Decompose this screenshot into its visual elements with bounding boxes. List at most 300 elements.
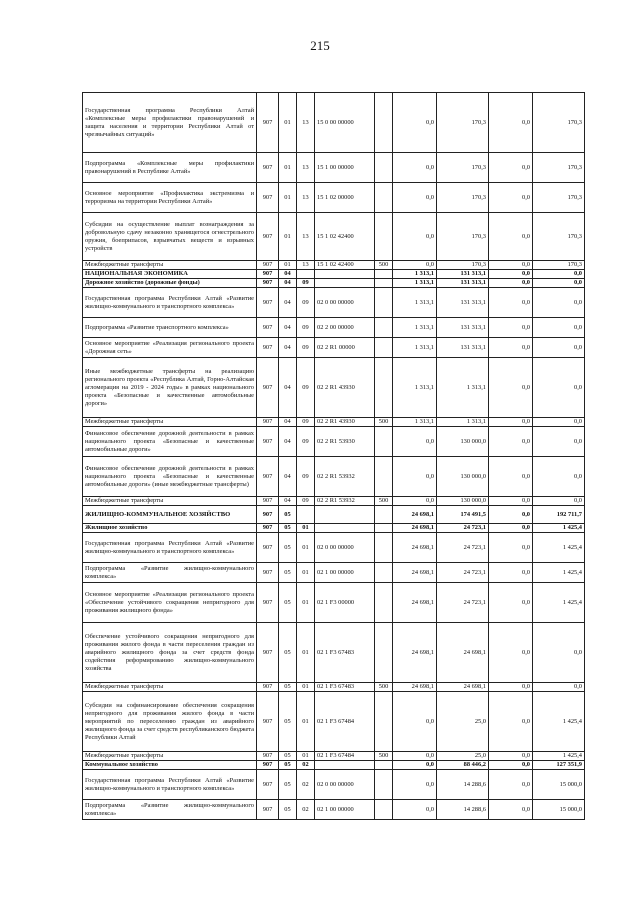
row-vr: 500	[375, 261, 393, 270]
row-value-3: 0,0	[489, 288, 533, 318]
row-value-4: 170,3	[533, 183, 585, 213]
row-target: 02 1 F3 67483	[315, 683, 375, 692]
row-value-1: 0,0	[393, 213, 437, 261]
row-value-3: 0,0	[489, 583, 533, 623]
table-row	[83, 524, 585, 533]
row-target: 15 0 00 00000	[315, 93, 375, 153]
row-value-2: 170,3	[437, 153, 489, 183]
row-value-3: 0,0	[489, 506, 533, 524]
row-subsection	[297, 270, 315, 279]
table-row	[83, 213, 585, 261]
row-name: Подпрограмма «Развитие жилищно-коммунального комплекса»	[83, 800, 257, 820]
row-code: 907	[257, 623, 279, 683]
row-name: Дорожное хозяйство (дорожные фонды)	[83, 279, 257, 288]
row-section: 05	[279, 524, 297, 533]
row-target: 02 1 00 00000	[315, 563, 375, 583]
row-target: 02 0 00 00000	[315, 533, 375, 563]
row-section: 04	[279, 427, 297, 457]
row-value-2: 24 698,1	[437, 683, 489, 692]
table-row	[83, 457, 585, 497]
row-vr	[375, 506, 393, 524]
row-value-2: 24 723,1	[437, 533, 489, 563]
row-subsection: 09	[297, 457, 315, 497]
row-code: 907	[257, 427, 279, 457]
row-name: Основное мероприятие «Профилактика экстремизма и терроризма на территории Республики Алтай»	[83, 183, 257, 213]
row-value-3: 0,0	[489, 623, 533, 683]
row-value-4: 170,3	[533, 213, 585, 261]
row-value-1: 0,0	[393, 457, 437, 497]
row-value-3: 0,0	[489, 761, 533, 770]
row-value-4: 0,0	[533, 279, 585, 288]
row-vr	[375, 338, 393, 358]
row-name: Субсидии на софинансирование обеспечения сокращения непригодного для проживания жилого фонда в части мероприятий по переселению граждан из аварийного жилищного фонда за счет средств республиканского бюджета Республики Алтай	[83, 692, 257, 752]
row-code: 907	[257, 93, 279, 153]
row-value-3: 0,0	[489, 261, 533, 270]
row-value-2: 131 313,1	[437, 279, 489, 288]
row-value-2: 24 723,1	[437, 583, 489, 623]
row-name: Межбюджетные трансферты	[83, 752, 257, 761]
row-value-2: 130 000,0	[437, 497, 489, 506]
page-number: 215	[310, 38, 330, 53]
row-section: 05	[279, 770, 297, 800]
row-code: 907	[257, 213, 279, 261]
row-subsection: 09	[297, 418, 315, 427]
row-target: 02 1 F3 67484	[315, 752, 375, 761]
row-name: Подпрограмма «Развитие жилищно-коммунального комплекса»	[83, 563, 257, 583]
row-value-3: 0,0	[489, 153, 533, 183]
row-value-2: 24 698,1	[437, 623, 489, 683]
row-target: 02 2 R1 00000	[315, 338, 375, 358]
row-value-3: 0,0	[489, 770, 533, 800]
row-subsection: 01	[297, 623, 315, 683]
row-name: Подпрограмма «Комплексные меры профилактики правонарушений в Республике Алтай»	[83, 153, 257, 183]
row-code: 907	[257, 563, 279, 583]
row-value-1: 0,0	[393, 761, 437, 770]
row-value-2: 25,0	[437, 752, 489, 761]
row-name: Межбюджетные трансферты	[83, 497, 257, 506]
row-value-2: 174 491,5	[437, 506, 489, 524]
row-target: 02 0 00 00000	[315, 770, 375, 800]
row-vr	[375, 761, 393, 770]
row-section: 05	[279, 800, 297, 820]
row-value-4: 0,0	[533, 497, 585, 506]
row-vr	[375, 358, 393, 418]
row-name: Подпрограмма «Развитие транспортного комплекса»	[83, 318, 257, 338]
row-section: 05	[279, 683, 297, 692]
row-subsection: 01	[297, 563, 315, 583]
row-name: Межбюджетные трансферты	[83, 418, 257, 427]
row-vr	[375, 213, 393, 261]
row-section: 04	[279, 497, 297, 506]
row-value-3: 0,0	[489, 563, 533, 583]
row-vr	[375, 288, 393, 318]
row-target: 02 2 R1 53932	[315, 457, 375, 497]
row-section: 04	[279, 358, 297, 418]
row-section: 01	[279, 261, 297, 270]
row-value-1: 1 313,1	[393, 338, 437, 358]
row-target	[315, 506, 375, 524]
row-value-4: 170,3	[533, 153, 585, 183]
row-value-1: 1 313,1	[393, 318, 437, 338]
row-value-2: 130 000,0	[437, 427, 489, 457]
row-value-4: 15 000,0	[533, 800, 585, 820]
row-vr	[375, 533, 393, 563]
row-name: Финансовое обеспечение дорожной деятельности в рамках национального проекта «Безопасные и качественные автомобильные дороги»	[83, 427, 257, 457]
row-section: 04	[279, 457, 297, 497]
row-value-1: 0,0	[393, 770, 437, 800]
table-row	[83, 770, 585, 800]
row-code: 907	[257, 418, 279, 427]
row-value-3: 0,0	[489, 358, 533, 418]
row-value-4: 0,0	[533, 338, 585, 358]
row-section: 05	[279, 692, 297, 752]
row-value-3: 0,0	[489, 279, 533, 288]
row-name: Основное мероприятие «Реализация регионального проекта «Обеспечение устойчивого сокращения непригодного для проживания жилищного фонда»	[83, 583, 257, 623]
row-value-1: 0,0	[393, 497, 437, 506]
row-name: Межбюджетные трансферты	[83, 683, 257, 692]
row-value-3: 0,0	[489, 270, 533, 279]
row-value-2: 131 313,1	[437, 288, 489, 318]
table-row	[83, 279, 585, 288]
row-target: 02 2 R1 43930	[315, 358, 375, 418]
row-name: ЖИЛИЩНО-КОММУНАЛЬНОЕ ХОЗЯЙСТВО	[83, 506, 257, 524]
row-value-1: 0,0	[393, 183, 437, 213]
row-vr	[375, 563, 393, 583]
row-target	[315, 761, 375, 770]
row-vr: 500	[375, 683, 393, 692]
row-code: 907	[257, 506, 279, 524]
row-subsection: 09	[297, 427, 315, 457]
row-value-4: 0,0	[533, 683, 585, 692]
row-section: 01	[279, 183, 297, 213]
row-subsection: 13	[297, 213, 315, 261]
row-value-1: 1 313,1	[393, 418, 437, 427]
row-value-2: 131 313,1	[437, 270, 489, 279]
row-code: 907	[257, 752, 279, 761]
table-row	[83, 418, 585, 427]
row-subsection: 09	[297, 318, 315, 338]
row-value-4: 0,0	[533, 288, 585, 318]
row-value-4: 1 425,4	[533, 533, 585, 563]
row-value-1: 0,0	[393, 93, 437, 153]
row-section: 01	[279, 93, 297, 153]
row-section: 04	[279, 418, 297, 427]
row-value-1: 24 698,1	[393, 533, 437, 563]
row-code: 907	[257, 183, 279, 213]
row-vr	[375, 183, 393, 213]
row-vr	[375, 153, 393, 183]
row-target: 02 0 00 00000	[315, 288, 375, 318]
table-row	[83, 338, 585, 358]
row-value-1: 0,0	[393, 692, 437, 752]
table-row	[83, 761, 585, 770]
row-subsection: 09	[297, 288, 315, 318]
row-name: Обеспечение устойчивого сокращения непригодного для проживания жилого фонда в части переселения граждан из аварийного жилищного фонда за счет средств фонда содействия реформированию жилищно-коммунального хозяйства	[83, 623, 257, 683]
row-value-4: 1 425,4	[533, 752, 585, 761]
row-subsection: 09	[297, 358, 315, 418]
row-value-4: 0,0	[533, 418, 585, 427]
row-target: 02 2 00 00000	[315, 318, 375, 338]
row-value-2: 170,3	[437, 213, 489, 261]
row-value-3: 0,0	[489, 427, 533, 457]
row-value-4: 0,0	[533, 358, 585, 418]
row-target	[315, 524, 375, 533]
row-vr: 500	[375, 752, 393, 761]
table-row	[83, 692, 585, 752]
row-value-3: 0,0	[489, 318, 533, 338]
row-value-3: 0,0	[489, 800, 533, 820]
row-section: 05	[279, 752, 297, 761]
row-value-4: 0,0	[533, 623, 585, 683]
table-row	[83, 497, 585, 506]
row-code: 907	[257, 261, 279, 270]
row-subsection: 09	[297, 279, 315, 288]
row-code: 907	[257, 279, 279, 288]
row-subsection: 01	[297, 533, 315, 563]
row-target: 02 1 F3 67483	[315, 623, 375, 683]
table-row	[83, 261, 585, 270]
row-target: 02 2 R1 43930	[315, 418, 375, 427]
row-vr	[375, 270, 393, 279]
row-value-4: 1 425,4	[533, 524, 585, 533]
row-subsection: 13	[297, 93, 315, 153]
row-section: 04	[279, 279, 297, 288]
table-body	[83, 93, 585, 820]
row-value-4: 1 425,4	[533, 692, 585, 752]
row-code: 907	[257, 153, 279, 183]
row-section: 01	[279, 213, 297, 261]
row-code: 907	[257, 318, 279, 338]
row-value-1: 0,0	[393, 427, 437, 457]
row-value-2: 170,3	[437, 183, 489, 213]
row-vr: 500	[375, 418, 393, 427]
row-value-1: 24 698,1	[393, 623, 437, 683]
table-row	[83, 683, 585, 692]
row-code: 907	[257, 533, 279, 563]
row-vr	[375, 692, 393, 752]
row-code: 907	[257, 683, 279, 692]
row-value-2: 88 446,2	[437, 761, 489, 770]
row-vr	[375, 457, 393, 497]
row-value-3: 0,0	[489, 752, 533, 761]
row-vr	[375, 524, 393, 533]
row-vr	[375, 770, 393, 800]
row-target: 02 1 F3 67484	[315, 692, 375, 752]
row-subsection: 02	[297, 761, 315, 770]
row-vr	[375, 583, 393, 623]
row-target: 15 1 02 42400	[315, 261, 375, 270]
row-value-2: 131 313,1	[437, 338, 489, 358]
table-row	[83, 563, 585, 583]
row-vr	[375, 93, 393, 153]
row-value-1: 24 698,1	[393, 583, 437, 623]
row-value-2: 14 288,6	[437, 770, 489, 800]
row-value-1: 0,0	[393, 153, 437, 183]
row-value-2: 1 313,1	[437, 418, 489, 427]
row-code: 907	[257, 692, 279, 752]
row-value-4: 127 351,9	[533, 761, 585, 770]
row-target: 02 2 R1 53930	[315, 427, 375, 457]
row-value-3: 0,0	[489, 93, 533, 153]
row-value-1: 24 698,1	[393, 563, 437, 583]
table-row	[83, 752, 585, 761]
row-subsection: 13	[297, 261, 315, 270]
row-name: Иные межбюджетные трансферты на реализацию регионального проекта «Республика Алтай, Горно-Алтайская агломерация на 2019 - 2024 годы» в рамках национального проекта «Безопасные и качественные автомобильные дороги»	[83, 358, 257, 418]
row-code: 907	[257, 457, 279, 497]
row-name: Субсидии на осуществление выплат вознаграждения за добровольную сдачу незаконно хранящегося огнестрельного оружия, боеприпасов, взрывчатых веществ и взрывных устройств	[83, 213, 257, 261]
table-row	[83, 288, 585, 318]
row-value-4: 170,3	[533, 93, 585, 153]
row-name: Финансовое обеспечение дорожной деятельности в рамках национального проекта «Безопасные и качественные автомобильные дороги» (иные межбюджетные трансферты)	[83, 457, 257, 497]
row-name: Государственная программа Республики Алтай «Развитие жилищно-коммунального и транспортного комплекса»	[83, 533, 257, 563]
row-code: 907	[257, 583, 279, 623]
row-value-3: 0,0	[489, 524, 533, 533]
row-value-3: 0,0	[489, 533, 533, 563]
row-value-1: 1 313,1	[393, 270, 437, 279]
row-code: 907	[257, 524, 279, 533]
table-row	[83, 427, 585, 457]
row-subsection: 13	[297, 153, 315, 183]
row-value-4: 0,0	[533, 270, 585, 279]
row-subsection: 13	[297, 183, 315, 213]
row-value-3: 0,0	[489, 418, 533, 427]
row-value-2: 1 313,1	[437, 358, 489, 418]
row-name: Основное мероприятие «Реализация регионального проекта «Дорожная сеть»	[83, 338, 257, 358]
row-target: 15 1 02 00000	[315, 183, 375, 213]
row-name: Государственная программа Республики Алтай «Комплексные меры профилактики правонарушений и защита населения и территории Республики Алтай от чрезвычайных ситуаций»	[83, 93, 257, 153]
row-target: 02 1 F3 00000	[315, 583, 375, 623]
row-subsection: 01	[297, 524, 315, 533]
row-value-2: 24 723,1	[437, 524, 489, 533]
row-vr: 500	[375, 497, 393, 506]
row-name: НАЦИОНАЛЬНАЯ ЭКОНОМИКА	[83, 270, 257, 279]
row-value-3: 0,0	[489, 692, 533, 752]
row-value-4: 1 425,4	[533, 563, 585, 583]
row-value-2: 25,0	[437, 692, 489, 752]
table-row	[83, 506, 585, 524]
row-vr	[375, 318, 393, 338]
row-code: 907	[257, 761, 279, 770]
row-value-1: 0,0	[393, 261, 437, 270]
row-value-4: 192 711,7	[533, 506, 585, 524]
row-section: 05	[279, 563, 297, 583]
row-subsection: 09	[297, 338, 315, 358]
table-row	[83, 318, 585, 338]
row-vr	[375, 279, 393, 288]
row-code: 907	[257, 338, 279, 358]
row-section: 04	[279, 270, 297, 279]
row-section: 05	[279, 506, 297, 524]
row-value-2: 170,3	[437, 261, 489, 270]
row-value-3: 0,0	[489, 497, 533, 506]
row-value-3: 0,0	[489, 683, 533, 692]
row-value-4: 0,0	[533, 457, 585, 497]
row-subsection	[297, 506, 315, 524]
row-subsection: 01	[297, 692, 315, 752]
row-name: Коммунальное хозяйство	[83, 761, 257, 770]
row-value-4: 0,0	[533, 427, 585, 457]
row-value-1: 1 313,1	[393, 279, 437, 288]
row-section: 05	[279, 583, 297, 623]
row-section: 04	[279, 338, 297, 358]
row-target: 15 1 02 42400	[315, 213, 375, 261]
row-code: 907	[257, 288, 279, 318]
row-target: 02 1 00 00000	[315, 800, 375, 820]
row-value-4: 15 000,0	[533, 770, 585, 800]
row-subsection: 09	[297, 497, 315, 506]
row-value-3: 0,0	[489, 338, 533, 358]
row-code: 907	[257, 270, 279, 279]
row-target: 02 2 R1 53932	[315, 497, 375, 506]
row-value-1: 24 698,1	[393, 506, 437, 524]
row-code: 907	[257, 497, 279, 506]
row-value-2: 14 288,6	[437, 800, 489, 820]
row-vr	[375, 623, 393, 683]
row-subsection: 02	[297, 770, 315, 800]
table-row	[83, 183, 585, 213]
row-code: 907	[257, 358, 279, 418]
row-subsection: 01	[297, 583, 315, 623]
row-subsection: 01	[297, 752, 315, 761]
table-row	[83, 800, 585, 820]
row-section: 05	[279, 761, 297, 770]
row-section: 01	[279, 153, 297, 183]
row-value-2: 170,3	[437, 93, 489, 153]
row-vr	[375, 427, 393, 457]
row-code: 907	[257, 800, 279, 820]
row-name: Жилищное хозяйство	[83, 524, 257, 533]
row-value-3: 0,0	[489, 183, 533, 213]
table-row	[83, 623, 585, 683]
row-value-3: 0,0	[489, 213, 533, 261]
row-value-2: 131 313,1	[437, 318, 489, 338]
table-row	[83, 533, 585, 563]
row-value-4: 1 425,4	[533, 583, 585, 623]
table-row	[83, 583, 585, 623]
table-row	[83, 358, 585, 418]
row-value-1: 0,0	[393, 752, 437, 761]
table-row	[83, 93, 585, 153]
row-name: Государственная программа Республики Алтай «Развитие жилищно-коммунального и транспортного комплекса»	[83, 288, 257, 318]
row-value-1: 1 313,1	[393, 288, 437, 318]
row-section: 05	[279, 623, 297, 683]
row-value-1: 24 698,1	[393, 524, 437, 533]
row-value-1: 1 313,1	[393, 358, 437, 418]
row-name: Государственная программа Республики Алтай «Развитие жилищно-коммунального и транспортного комплекса»	[83, 770, 257, 800]
row-target	[315, 270, 375, 279]
row-target	[315, 279, 375, 288]
row-value-3: 0,0	[489, 457, 533, 497]
row-section: 04	[279, 288, 297, 318]
row-subsection: 01	[297, 683, 315, 692]
table-row	[83, 153, 585, 183]
row-value-1: 0,0	[393, 800, 437, 820]
row-vr	[375, 800, 393, 820]
row-value-4: 0,0	[533, 318, 585, 338]
budget-table	[82, 92, 585, 820]
row-section: 05	[279, 533, 297, 563]
row-subsection: 02	[297, 800, 315, 820]
row-target: 15 1 00 00000	[315, 153, 375, 183]
row-value-2: 130 000,0	[437, 457, 489, 497]
row-value-4: 170,3	[533, 261, 585, 270]
row-value-1: 24 698,1	[393, 683, 437, 692]
row-section: 04	[279, 318, 297, 338]
row-value-2: 24 723,1	[437, 563, 489, 583]
row-code: 907	[257, 770, 279, 800]
table-row	[83, 270, 585, 279]
row-name: Межбюджетные трансферты	[83, 261, 257, 270]
